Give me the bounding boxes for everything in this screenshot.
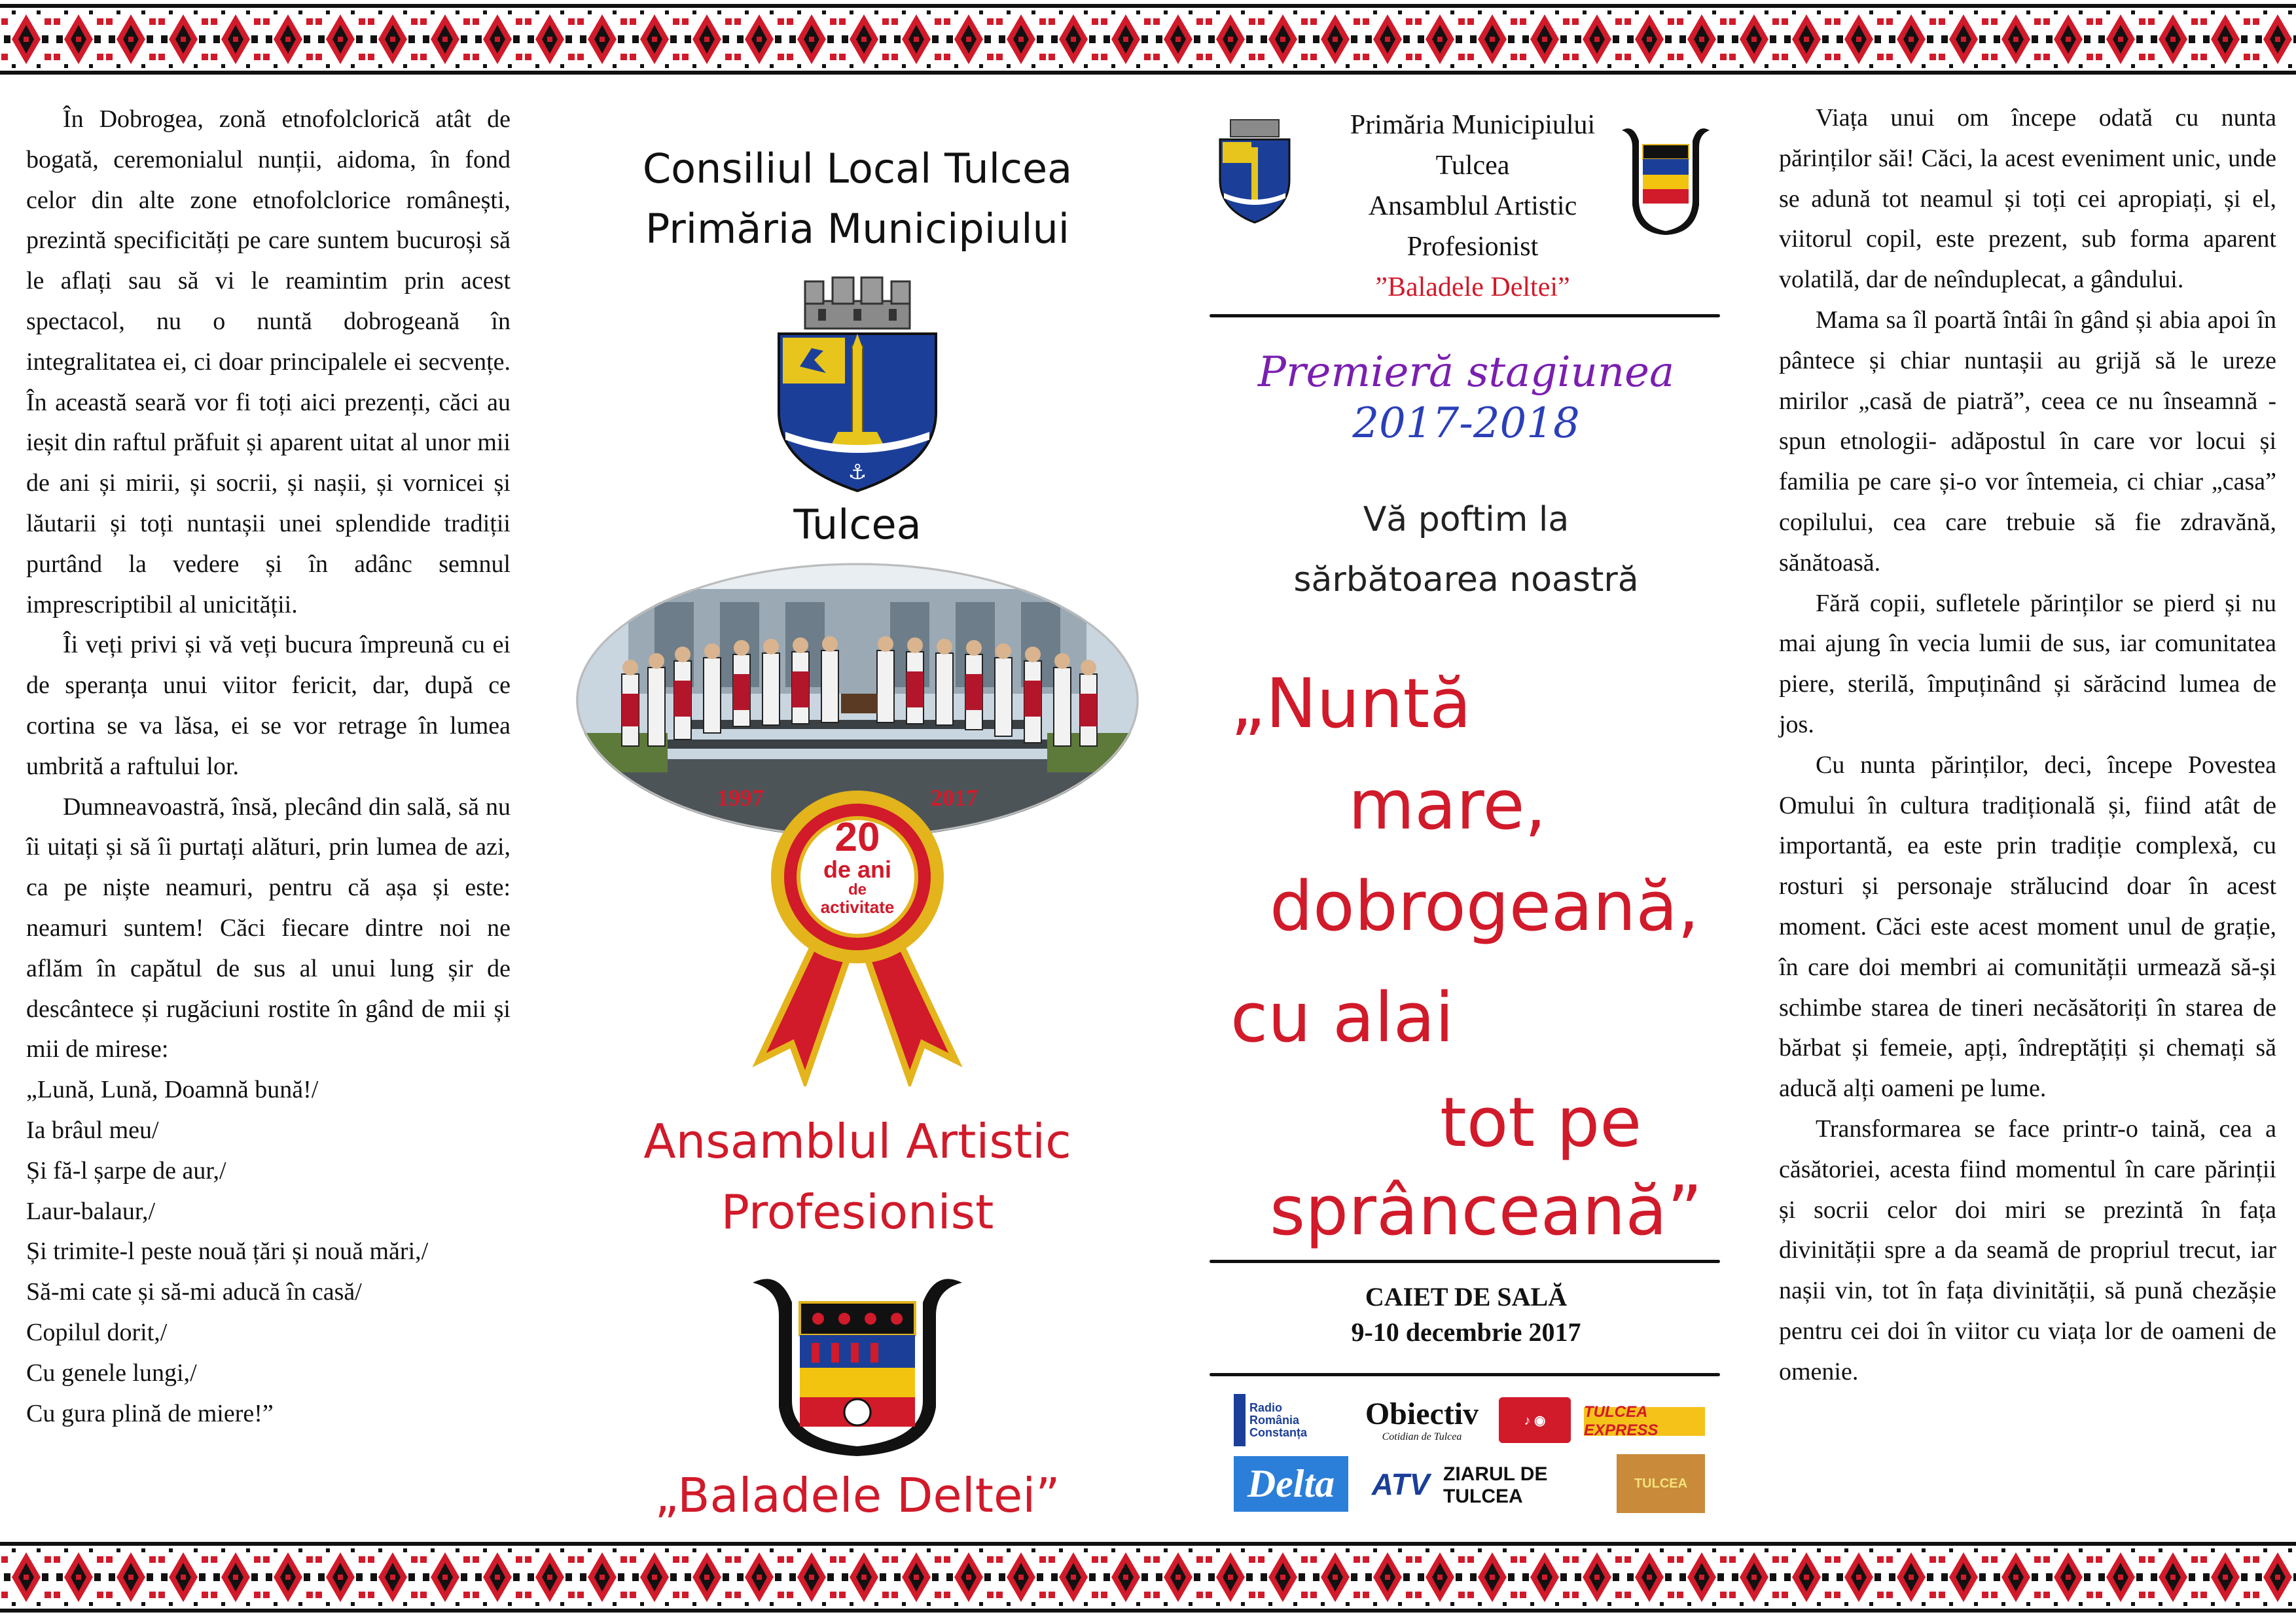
council-heading-line-2: Primăria Municipiului <box>645 205 1070 253</box>
ensemble-lyre-logo-small <box>1617 121 1715 236</box>
municipality-header <box>1302 105 1643 308</box>
title-line-3: dobrogeană, <box>1270 866 1700 946</box>
year-end: 2017 <box>931 785 978 811</box>
rosette-text <box>798 815 916 917</box>
c4-paragraph-3: Fără copii, sufletele părinților se pierd și nu mai ajung în vecia lumii de sus, iar comunitatea piere, sterilă, împuținând și sărăcind lumea de jos. <box>1779 589 2276 738</box>
svg-text:⚓: ⚓ <box>848 459 867 484</box>
c1-verse-5: Și trimite-l peste nouă țări și nouă mări,/ <box>26 1238 429 1266</box>
ensemble-title-line-2: Profesionist <box>721 1185 994 1240</box>
obiectiv-title: Obiectiv <box>1365 1397 1479 1431</box>
council-heading-line-1: Consiliul Local Tulcea <box>642 145 1073 192</box>
year-start: 1997 <box>717 785 764 811</box>
c4-paragraph-2: Mama sa îl poartă întâi în gând și abia apoi în pântece și chiar nuntașii au grijă să le ureze mirilor „casă de piatră”, ceea ce nu înseamnă -spun etnologii- adăpostul în care vor locui și familia pe care și-o vor întemeia, ci chiar „casa” copilului, cea care trebuie să fie zdravănă, sănătoasă. <box>1779 306 2276 577</box>
obiectiv-logo <box>1358 1391 1486 1450</box>
c1-verse-1: „Lună, Lună, Doamnă bună!/ <box>26 1076 319 1104</box>
header-ensemble-name: ”Baladele Deltei” <box>1375 272 1570 302</box>
title-line-2: mare, <box>1348 765 1547 845</box>
header-line-4: Profesionist <box>1407 232 1539 262</box>
invite-line-1: Vă poftim la <box>1363 500 1570 539</box>
tulcea-tv-logo: TULCEA <box>1617 1454 1705 1513</box>
header-divider <box>1210 314 1720 317</box>
municipality-crest-small <box>1212 115 1297 226</box>
c1-paragraph-2: Îi veți privi și vă veți bucura împreună cu ei de speranța unui viitor fericit, dar, după ce cortina se va lăsa, ei se vor retrage în lumea umbrită a raftului lor. <box>26 631 511 780</box>
obiectiv-subtitle: Cotidian de Tulcea <box>1382 1431 1462 1442</box>
tulcea-express-logo: TULCEA EXPRESS <box>1584 1407 1705 1436</box>
premiera-line-2: 2017-2018 <box>1352 399 1580 448</box>
header-line-3: Ansamblul Artistic <box>1368 191 1577 221</box>
c1-verse-3: Și fă-l șarpe de aur,/ <box>26 1156 226 1185</box>
c1-verse-2: Ia brâul meu/ <box>26 1116 159 1144</box>
tulcea-coat-of-arms <box>759 268 956 494</box>
c4-paragraph-1: Viața unui om începe odată cu nunta părinților săi! Căci, la acest eveniment unic, unde se adună tot neamul și toți cei apropiați, și el, viitorul copil, este prezent, sub forma aparent volatilă, dar de neînduplecat, a gândului. <box>1779 104 2276 294</box>
radio-romania-constanta-logo <box>1234 1394 1352 1446</box>
title-line-1: „Nuntă <box>1230 664 1472 743</box>
c4-paragraph-4: Cu nunta părinților, deci, începe Povestea Omului în cultura tradițională și, fiind atât de importantă, ea este prin tradiție complexă, cu rosturi și personaje strălucind doar în acest moment. Căci este acest moment unul de grație, în care doi membri ai comunității urmează să-și schimbe starea de tineri necăsătoriți în starea de bărbat și femeie, apți, îndreptățiți și chemați să aducă alți oameni pe lume. <box>1779 751 2276 1103</box>
ensemble-lyre-logo <box>740 1263 975 1459</box>
small-radio-icon: ♪ ◉ <box>1524 1413 1546 1428</box>
ensemble-title-line-1: Ansamblul Artistic <box>643 1114 1071 1169</box>
c1-verse-4: Laur-balaur,/ <box>26 1197 156 1225</box>
premiera-block <box>1217 347 1715 449</box>
rosette-line-1: de ani <box>823 856 892 883</box>
c1-verse-6: Să-mi cate și să-mi aducă în casă/ <box>26 1278 362 1306</box>
ensemble-title <box>576 1106 1139 1247</box>
c4-paragraph-5: Transformarea se face printr-o taină, cea a căsătoriei, acesta fiind momentul în care părinții și socrii celor doi miri se prezintă în fața divinității spre a da seamă de propriul trecut, iar nașii vin, tot în fața divinității, să pună chezășie pentru cei doi în viitor cu viața lor de oameni de omenie. <box>1779 1115 2276 1385</box>
rosette-line-3: activitate <box>820 897 895 917</box>
title-line-4: cu alai <box>1230 978 1454 1058</box>
column-4-text <box>1779 98 2276 1393</box>
rosette-number: 20 <box>834 815 880 860</box>
invite-line-2: sărbătoarea noastră <box>1293 560 1639 599</box>
ensemble-name: „Baladele Deltei” <box>655 1468 1060 1523</box>
caiet-line-1: CAIET DE SALĂ <box>1365 1282 1568 1311</box>
rosette-line-2: de <box>848 881 867 899</box>
caiet-divider <box>1210 1373 1720 1376</box>
title-divider <box>1210 1260 1720 1263</box>
column-1-text <box>26 99 511 1434</box>
c1-paragraph-3: Dumneavoastră, însă, plecând din sală, să nu îi uitați și să îi purtați alături, prin lumea de azi, ca pe niște neamuri, pentru că așa și este: neamuri suntem! Căci fiecare dintre noi ne aflăm în capătul de sus al unui lung șir de descântece și rugăciuni rostite în gând de mii și mii de mirese: <box>26 793 511 1063</box>
premiera-line-1: Premieră stagiunea <box>1257 348 1675 397</box>
delta-logo: Delta <box>1234 1456 1348 1512</box>
header-line-2: Tulcea <box>1435 151 1510 181</box>
council-heading <box>563 139 1152 259</box>
title-line-6: sprânceană” <box>1270 1171 1703 1251</box>
caiet-de-sala <box>1217 1279 1715 1350</box>
ziarul-de-tulcea-logo: ZIARUL DE TULCEA <box>1443 1463 1548 1507</box>
atv-logo: ATV <box>1371 1467 1430 1501</box>
radio-line-3: Constanța <box>1249 1425 1308 1439</box>
c1-verse-9: Cu gura plină de miere!” <box>26 1399 274 1427</box>
city-name: Tulcea <box>793 501 922 548</box>
small-radio-logo <box>1499 1397 1571 1443</box>
mural-crown-icon <box>805 277 910 329</box>
header-line-1: Primăria Municipiului <box>1350 110 1596 140</box>
c1-verse-7: Copilul dorit,/ <box>26 1318 168 1346</box>
bottom-embroidery-border <box>0 1538 2296 1616</box>
title-line-5: tot pe <box>1440 1082 1642 1162</box>
c1-verse-8: Cu genele lungi,/ <box>26 1359 197 1387</box>
invitation <box>1217 490 1715 610</box>
caiet-date: 9-10 decembrie 2017 <box>1351 1317 1581 1347</box>
c1-paragraph-1: În Dobrogea, zonă etnofolclorică atât de bogată, ceremonialul nunții, aidoma, în fond celor din alte zone etnofolclorice românești, prezintă specificități pe care suntem bucuroși să le aflați sau să vi le reamintim prin acest spectacol, nu o nuntă dobrogeană în integralitatea ei, ci doar principalele ei secvențe. În această seară vor fi toți aici prezenți, căci au ieșit din raftul prăfuit și aparent uitat al unor mii de ani și mirii, și socrii, și nașii, și vornicei și lăutarii și toți nuntașii unei splendide tradiții purtând la vedere și în adânc semnul imprescriptibil al unicității. <box>26 105 511 618</box>
radio-line-2: România <box>1249 1413 1300 1427</box>
radio-line-1: Radio <box>1249 1400 1283 1414</box>
top-embroidery-border <box>0 0 2296 79</box>
